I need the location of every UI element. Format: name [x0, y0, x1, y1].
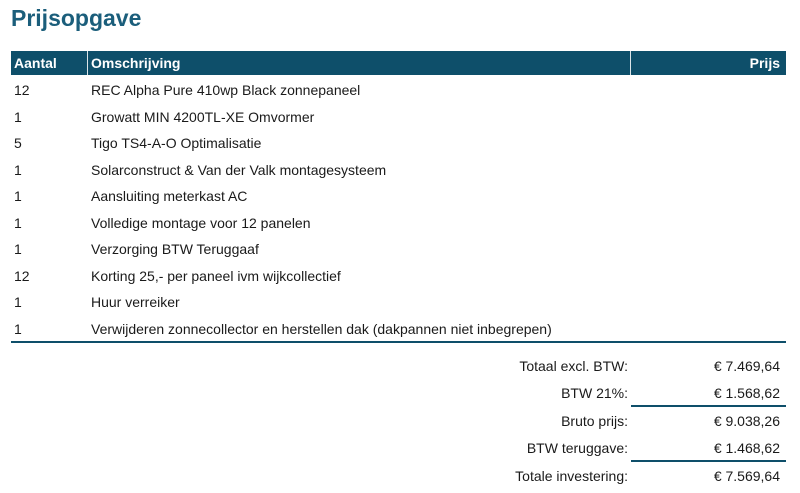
summary-amount: € 7.569,64 [713, 468, 780, 484]
summary-amount: € 7.469,64 [713, 358, 780, 374]
summary-row-btw [11, 380, 786, 407]
table-row [11, 210, 786, 237]
table-bottom-rule [11, 341, 786, 343]
summary-label: Totale investering: [515, 468, 628, 484]
row-quantity: 1 [14, 108, 22, 125]
column-header-aantal: Aantal [14, 55, 57, 71]
summary-label: BTW 21%: [561, 385, 628, 401]
subtotal-rule [631, 405, 786, 407]
table-row [11, 236, 786, 263]
row-quantity: 1 [14, 320, 22, 337]
row-quantity: 12 [14, 267, 30, 284]
total-rule [631, 460, 786, 462]
table-row [11, 263, 786, 290]
summary-label: Bruto prijs: [561, 413, 628, 429]
row-quantity: 1 [14, 294, 22, 310]
row-description: REC Alpha Pure 410wp Black zonnepaneel [91, 82, 361, 98]
row-description: Solarconstruct & Van der Valk montagesysteem [91, 161, 387, 178]
summary-row-btw-teruggave [11, 435, 786, 462]
page-title: Prijsopgave [11, 5, 142, 31]
row-description: Verzorging BTW Teruggaaf [91, 241, 259, 257]
summary-amount: € 1.468,62 [713, 440, 780, 456]
summary-row-totale-investering [11, 463, 786, 490]
summary-amount: € 1.568,62 [713, 385, 780, 401]
table-row [11, 77, 786, 104]
column-header-prijs: Prijs [749, 55, 780, 71]
summary-row-total-excl [11, 353, 786, 380]
summary-row-bruto [11, 408, 786, 435]
summary-label: Totaal excl. BTW: [519, 358, 628, 374]
row-description: Aansluiting meterkast AC [91, 188, 248, 204]
row-description: Verwijderen zonnecollector en herstellen dak (dakpannen niet inbegrepen) [91, 320, 552, 337]
summary-label: BTW teruggave: [526, 440, 628, 456]
row-quantity: 1 [14, 214, 22, 231]
row-description: Tigo TS4-A-O Optimalisatie [91, 135, 262, 151]
row-description: Volledige montage voor 12 panelen [91, 214, 311, 231]
table-row [11, 104, 786, 131]
row-quantity: 1 [14, 241, 22, 257]
column-divider [87, 51, 88, 75]
table-row [11, 157, 786, 184]
row-description: Huur verreiker [91, 294, 180, 310]
row-description: Korting 25,- per paneel ivm wijkcollectief [91, 267, 341, 284]
table-row [11, 289, 786, 316]
table-row [11, 130, 786, 157]
column-header-omschrijving: Omschrijving [91, 55, 181, 71]
row-quantity: 12 [14, 82, 30, 98]
summary-amount: € 9.038,26 [713, 413, 780, 429]
table-row [11, 183, 786, 210]
row-description: Growatt MIN 4200TL-XE Omvormer [91, 108, 315, 125]
row-quantity: 1 [14, 161, 22, 178]
column-divider [630, 51, 631, 75]
row-quantity: 1 [14, 188, 22, 204]
row-quantity: 5 [14, 135, 22, 151]
table-row [11, 316, 786, 343]
table-header [11, 51, 786, 75]
